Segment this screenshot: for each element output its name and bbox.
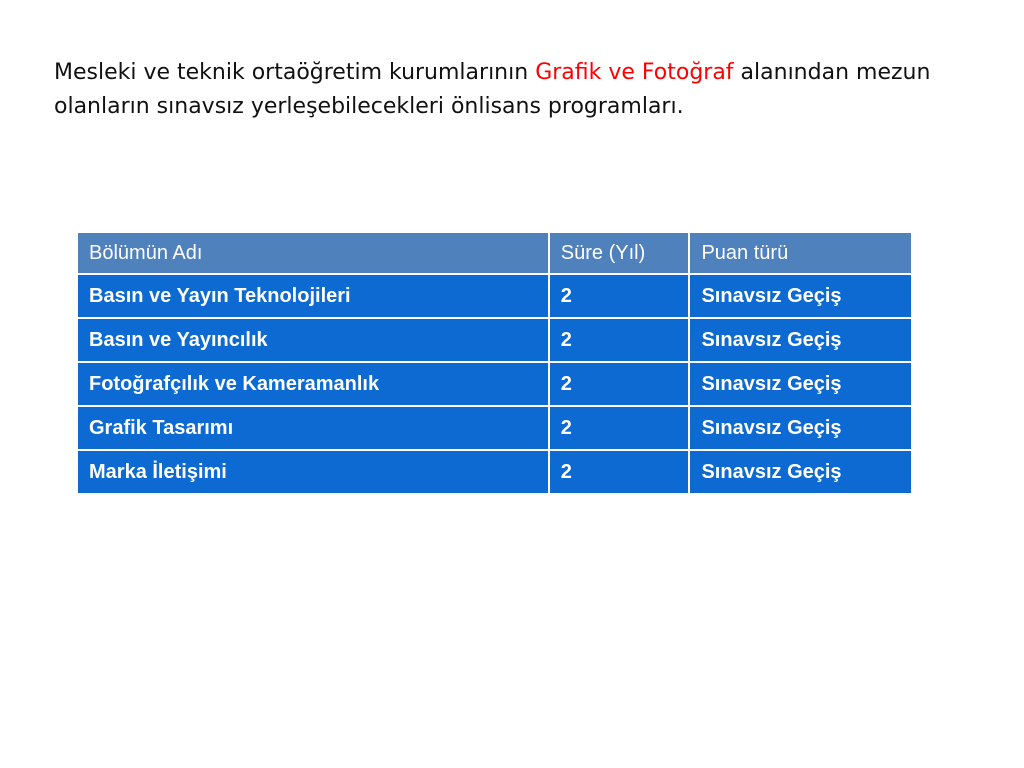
table-row bbox=[77, 362, 912, 406]
table-row bbox=[77, 406, 912, 450]
cell-department-name: Fotoğrafçılık ve Kameramanlık bbox=[77, 362, 549, 406]
header-duration: Süre (Yıl) bbox=[549, 232, 690, 274]
cell-score-type: Sınavsız Geçiş bbox=[689, 274, 912, 318]
cell-department-name: Basın ve Yayın Teknolojileri bbox=[77, 274, 549, 318]
cell-duration: 2 bbox=[549, 362, 690, 406]
cell-duration: 2 bbox=[549, 274, 690, 318]
cell-score-type: Sınavsız Geçiş bbox=[689, 406, 912, 450]
intro-highlight: Grafik ve Fotoğraf bbox=[535, 60, 734, 85]
cell-duration: 2 bbox=[549, 318, 690, 362]
cell-score-type: Sınavsız Geçiş bbox=[689, 318, 912, 362]
cell-duration: 2 bbox=[549, 406, 690, 450]
header-department-name: Bölümün Adı bbox=[77, 232, 549, 274]
intro-paragraph bbox=[54, 56, 934, 124]
table-row bbox=[77, 450, 912, 494]
cell-duration: 2 bbox=[549, 450, 690, 494]
table-row bbox=[77, 318, 912, 362]
intro-text-before: Mesleki ve teknik ortaöğretim kurumlarının bbox=[54, 60, 536, 85]
cell-department-name: Grafik Tasarımı bbox=[77, 406, 549, 450]
cell-score-type: Sınavsız Geçiş bbox=[689, 362, 912, 406]
programs-table bbox=[76, 231, 913, 495]
table-row bbox=[77, 274, 912, 318]
cell-department-name: Marka İletişimi bbox=[77, 450, 549, 494]
header-score-type: Puan türü bbox=[689, 232, 912, 274]
intro-text-after: alanından mezun olanların sınavsız yerleşebilecekleri önlisans programları. bbox=[54, 60, 931, 119]
table-header-row bbox=[77, 232, 912, 274]
cell-score-type: Sınavsız Geçiş bbox=[689, 450, 912, 494]
cell-department-name: Basın ve Yayıncılık bbox=[77, 318, 549, 362]
